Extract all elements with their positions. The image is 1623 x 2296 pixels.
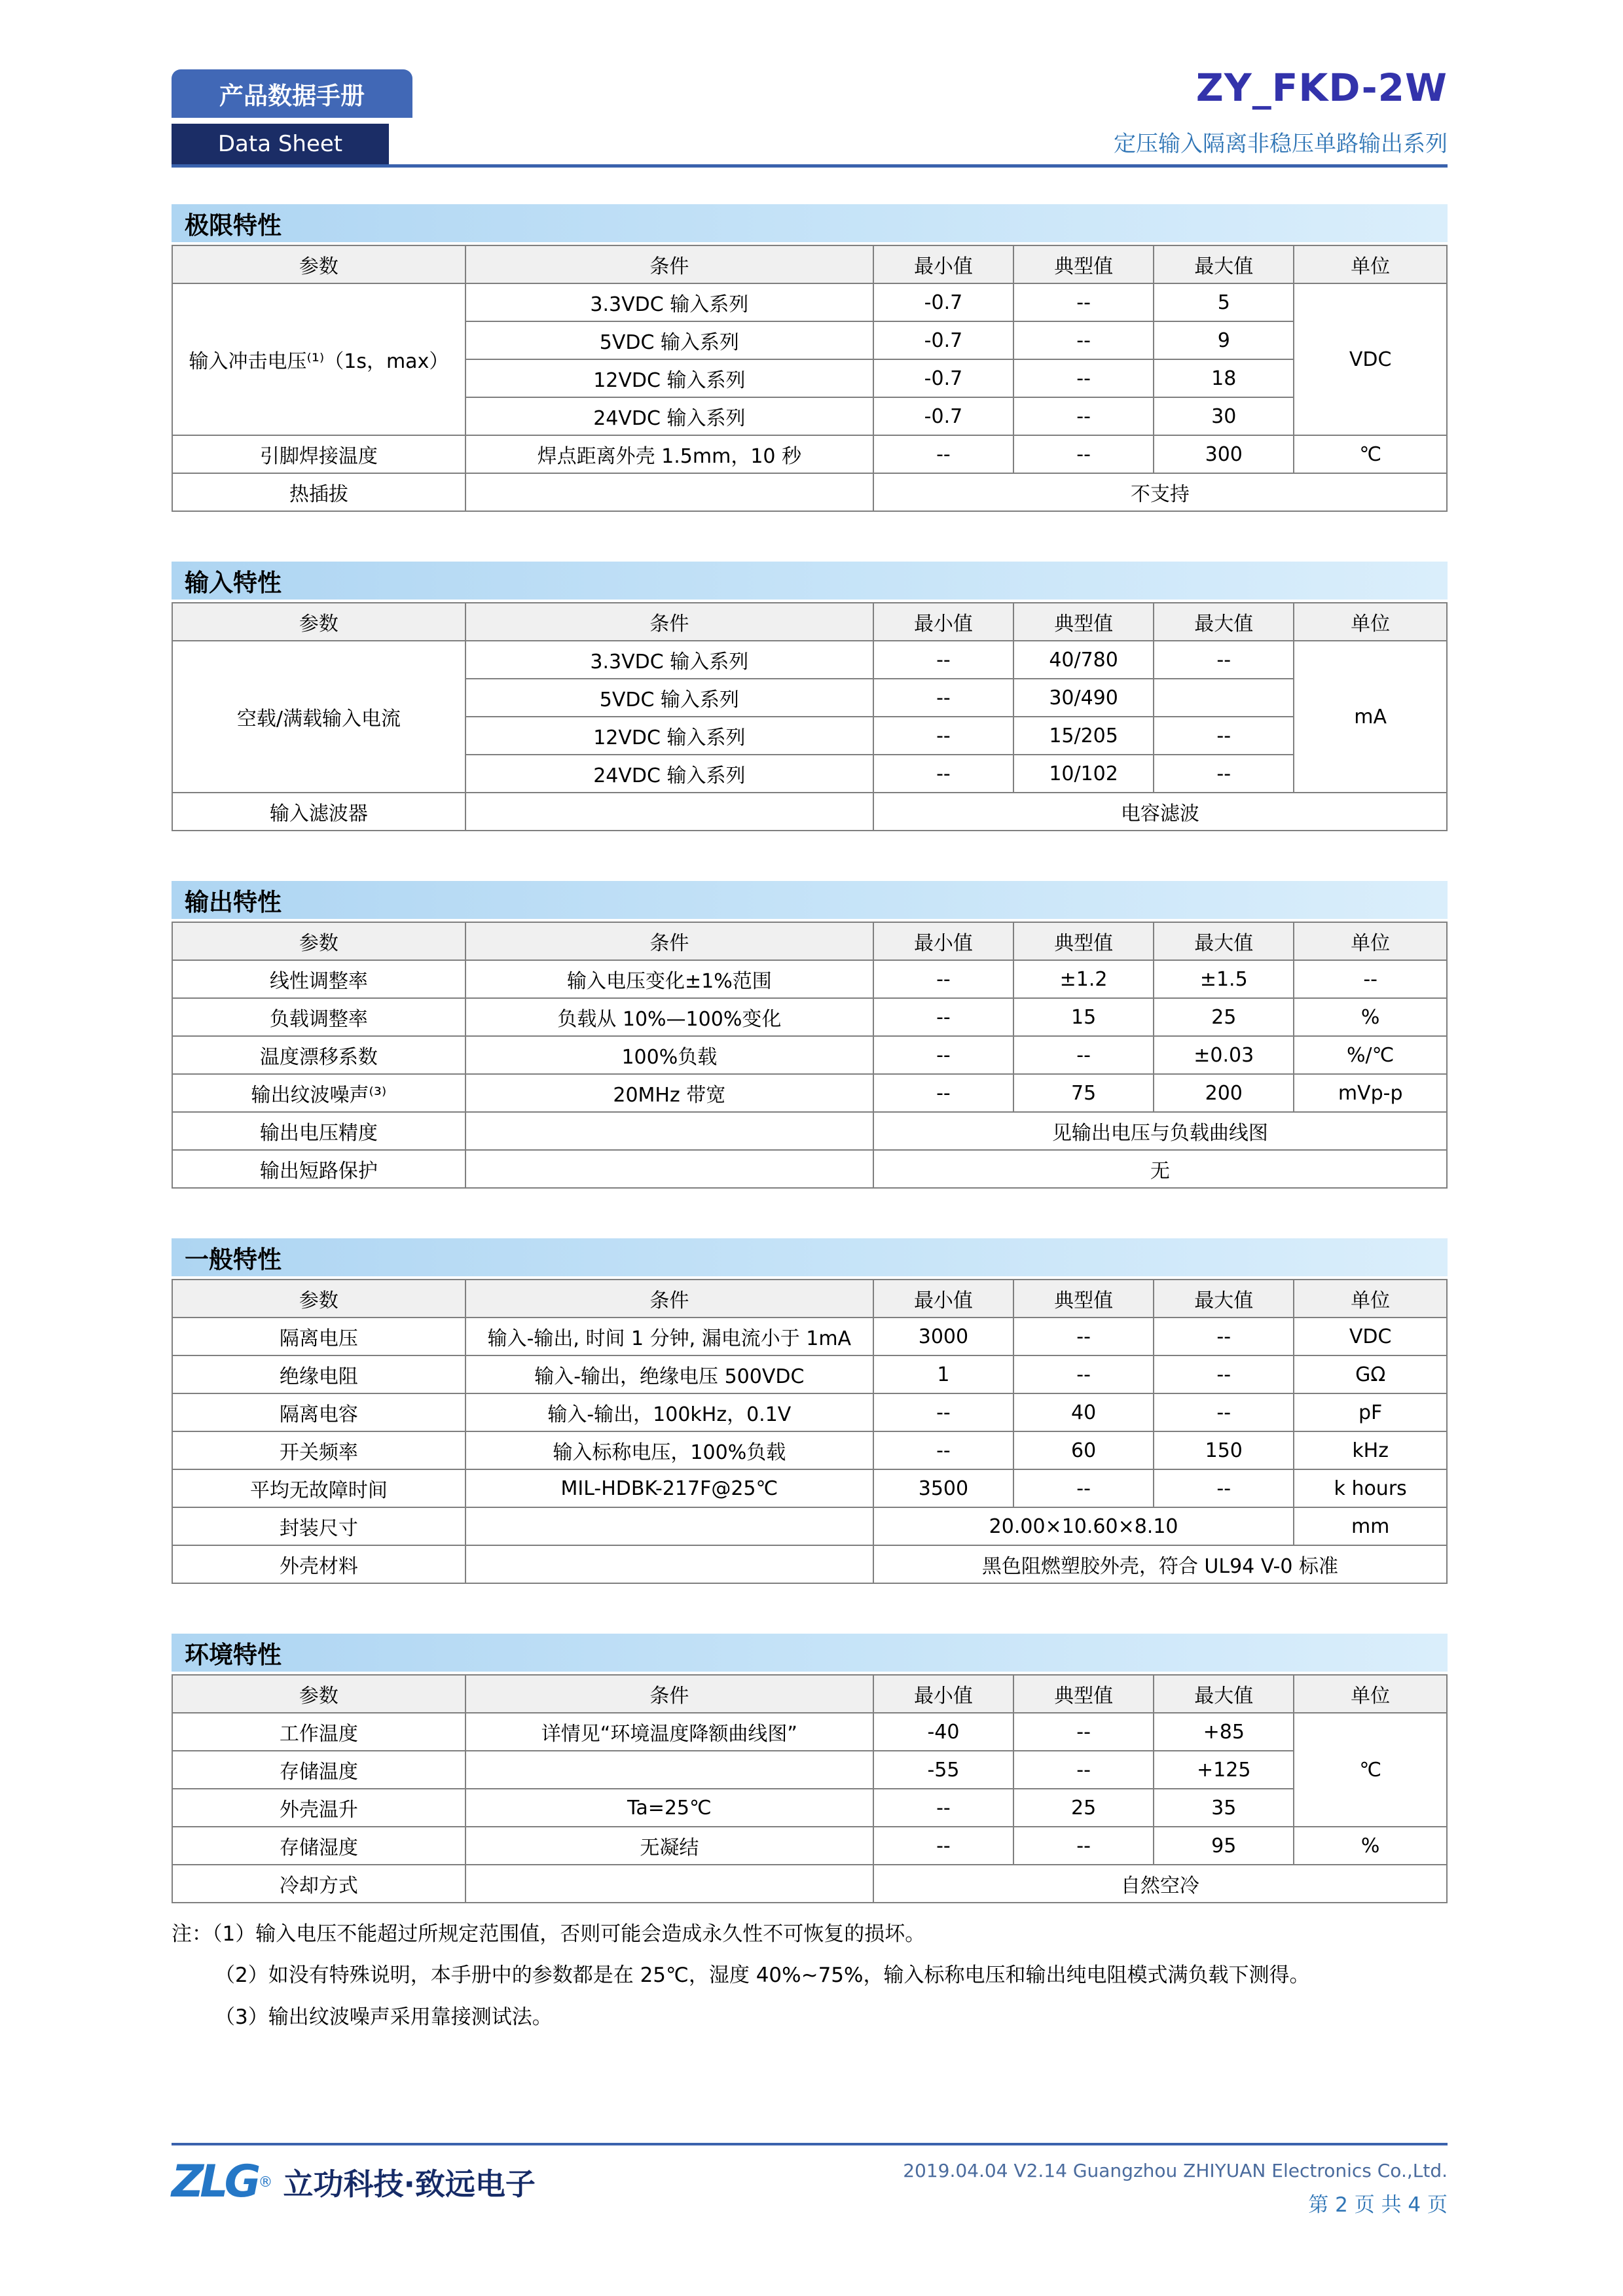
table-cell: 30/490 xyxy=(1013,679,1154,717)
column-header: 最小值 xyxy=(873,1675,1013,1713)
table-cell: 输出纹波噪声⁽³⁾ xyxy=(172,1074,465,1112)
spec-table xyxy=(172,922,1448,1189)
table-cell: -- xyxy=(1013,321,1154,359)
table-row xyxy=(172,641,1447,679)
table-cell xyxy=(465,1751,873,1789)
table-cell: -- xyxy=(873,960,1013,998)
table-cell: -- xyxy=(1154,1469,1294,1507)
table-cell: ±0.03 xyxy=(1154,1036,1294,1074)
company-logo xyxy=(172,2156,536,2208)
table-cell: -- xyxy=(1154,1318,1294,1355)
table-cell: 冷却方式 xyxy=(172,1865,465,1903)
table-cell: mVp-p xyxy=(1294,1074,1447,1112)
table-cell: -- xyxy=(1013,1318,1154,1355)
table-cell: -- xyxy=(1013,283,1154,321)
table-cell: VDC xyxy=(1294,1318,1447,1355)
spec-table xyxy=(172,1674,1448,1903)
column-header: 最大值 xyxy=(1154,1675,1294,1713)
table-row xyxy=(172,998,1447,1036)
spec-table xyxy=(172,1279,1448,1584)
table-row xyxy=(172,1751,1447,1789)
table-cell: 25 xyxy=(1013,1789,1154,1827)
column-header: 单位 xyxy=(1294,1675,1447,1713)
table-cell: 18 xyxy=(1154,359,1294,397)
column-header: 典型值 xyxy=(1013,1280,1154,1318)
column-header-row xyxy=(172,603,1447,641)
table-cell: 75 xyxy=(1013,1074,1154,1112)
column-header: 条件 xyxy=(465,922,873,960)
table-row xyxy=(172,1827,1447,1865)
column-header-row xyxy=(172,245,1447,283)
table-cell: 300 xyxy=(1154,435,1294,473)
table-cell: 焊点距离外壳 1.5mm，10 秒 xyxy=(465,435,873,473)
table-cell: 9 xyxy=(1154,321,1294,359)
table-cell: 封装尺寸 xyxy=(172,1507,465,1545)
table-cell: 空载/满载输入电流 xyxy=(172,641,465,793)
table-cell: 温度漂移系数 xyxy=(172,1036,465,1074)
table-cell: -- xyxy=(1154,641,1294,679)
table-cell: -- xyxy=(873,435,1013,473)
table-cell: -- xyxy=(873,1789,1013,1827)
table-cell: 12VDC 输入系列 xyxy=(465,717,873,755)
section-output-characteristics xyxy=(172,881,1448,1189)
footnotes xyxy=(172,1920,1448,2032)
section-title: 极限特性 xyxy=(172,204,1448,242)
table-cell: 电容滤波 xyxy=(873,793,1447,831)
table-cell: -- xyxy=(1154,1393,1294,1431)
table-cell: 存储温度 xyxy=(172,1751,465,1789)
table-row xyxy=(172,1469,1447,1507)
table-cell: VDC xyxy=(1294,283,1447,435)
column-header: 典型值 xyxy=(1013,603,1154,641)
table-cell: 5VDC 输入系列 xyxy=(465,679,873,717)
column-header: 参数 xyxy=(172,603,465,641)
table-cell: 引脚焊接温度 xyxy=(172,435,465,473)
table-cell: ±1.2 xyxy=(1013,960,1154,998)
table-cell: 35 xyxy=(1154,1789,1294,1827)
title-block xyxy=(1114,65,1448,164)
table-cell: 无凝结 xyxy=(465,1827,873,1865)
table-cell: -0.7 xyxy=(873,397,1013,435)
table-row xyxy=(172,1865,1447,1903)
table-cell: 30 xyxy=(1154,397,1294,435)
table-cell: -- xyxy=(1294,960,1447,998)
table-cell xyxy=(465,1865,873,1903)
table-cell xyxy=(465,1545,873,1583)
column-header: 最小值 xyxy=(873,1280,1013,1318)
table-cell: 3500 xyxy=(873,1469,1013,1507)
table-row xyxy=(172,1393,1447,1431)
table-cell: pF xyxy=(1294,1393,1447,1431)
table-cell xyxy=(465,1112,873,1150)
table-cell: 隔离电压 xyxy=(172,1318,465,1355)
column-header: 条件 xyxy=(465,603,873,641)
table-cell: 外壳温升 xyxy=(172,1789,465,1827)
section-environment-characteristics xyxy=(172,1634,1448,1903)
table-row xyxy=(172,1545,1447,1583)
column-header-row xyxy=(172,1675,1447,1713)
table-cell: 25 xyxy=(1154,998,1294,1036)
registered-trademark-icon: ® xyxy=(258,2174,273,2191)
table-row xyxy=(172,1355,1447,1393)
table-cell: 输入-输出，绝缘电压 500VDC xyxy=(465,1355,873,1393)
table-cell: 输出短路保护 xyxy=(172,1150,465,1188)
table-cell: -0.7 xyxy=(873,321,1013,359)
table-row xyxy=(172,1431,1447,1469)
table-cell: 外壳材料 xyxy=(172,1545,465,1583)
header-badges xyxy=(172,69,412,164)
page-number: 第 2 页 共 4 页 xyxy=(1308,2193,1448,2217)
table-cell: 输入标称电压，100%负载 xyxy=(465,1431,873,1469)
table-cell: 40 xyxy=(1013,1393,1154,1431)
table-cell: -- xyxy=(1013,1827,1154,1865)
table-cell: 60 xyxy=(1013,1431,1154,1469)
zlg-logo-mark: ZLG xyxy=(172,2156,257,2208)
table-cell: 线性调整率 xyxy=(172,960,465,998)
column-header: 最大值 xyxy=(1154,245,1294,283)
column-header: 典型值 xyxy=(1013,245,1154,283)
table-cell: 工作温度 xyxy=(172,1713,465,1751)
table-cell: %/℃ xyxy=(1294,1036,1447,1074)
section-title: 输出特性 xyxy=(172,881,1448,919)
column-header: 最小值 xyxy=(873,922,1013,960)
table-cell: 24VDC 输入系列 xyxy=(465,755,873,793)
section-input-characteristics xyxy=(172,562,1448,831)
table-row xyxy=(172,1318,1447,1355)
column-header: 参数 xyxy=(172,1280,465,1318)
product-datasheet-badge: 产品数据手册 xyxy=(172,69,412,118)
table-cell: -- xyxy=(873,998,1013,1036)
section-title: 输入特性 xyxy=(172,562,1448,600)
table-cell: 24VDC 输入系列 xyxy=(465,397,873,435)
page-header xyxy=(172,65,1448,168)
table-row xyxy=(172,1036,1447,1074)
table-cell: 输入电压变化±1%范围 xyxy=(465,960,873,998)
table-cell xyxy=(465,1150,873,1188)
note-line: （3）输出纹波噪声采用靠接测试法。 xyxy=(215,2005,553,2029)
column-header: 单位 xyxy=(1294,922,1447,960)
column-header: 最小值 xyxy=(873,603,1013,641)
series-subtitle: 定压输入隔离非稳压单路输出系列 xyxy=(1114,131,1448,157)
column-header: 参数 xyxy=(172,922,465,960)
table-cell: -- xyxy=(1013,1355,1154,1393)
table-cell: -- xyxy=(873,679,1013,717)
table-cell: 输入-输出, 时间 1 分钟, 漏电流小于 1mA xyxy=(465,1318,873,1355)
table-cell: -- xyxy=(1154,1355,1294,1393)
table-cell: 150 xyxy=(1154,1431,1294,1469)
spec-table xyxy=(172,602,1448,831)
table-cell: -- xyxy=(873,1393,1013,1431)
table-cell: ℃ xyxy=(1294,435,1447,473)
table-cell: -- xyxy=(873,641,1013,679)
table-cell: 黑色阻燃塑胶外壳，符合 UL94 V-0 标准 xyxy=(873,1545,1447,1583)
table-cell: 3.3VDC 输入系列 xyxy=(465,283,873,321)
table-cell: 200 xyxy=(1154,1074,1294,1112)
table-cell: -- xyxy=(1154,755,1294,793)
table-cell: 存储湿度 xyxy=(172,1827,465,1865)
table-cell: 5 xyxy=(1154,283,1294,321)
table-row xyxy=(172,283,1447,321)
table-cell: Ta=25℃ xyxy=(465,1789,873,1827)
table-cell: mA xyxy=(1294,641,1447,793)
table-cell: -- xyxy=(1013,435,1154,473)
column-header: 条件 xyxy=(465,1280,873,1318)
table-cell xyxy=(465,793,873,831)
table-cell: 负载从 10%—100%变化 xyxy=(465,998,873,1036)
table-cell: 详情见“环境温度降额曲线图” xyxy=(465,1713,873,1751)
table-cell: 输入-输出，100kHz，0.1V xyxy=(465,1393,873,1431)
table-cell: 负载调整率 xyxy=(172,998,465,1036)
table-cell: +125 xyxy=(1154,1751,1294,1789)
company-name: 立功科技·致远电子 xyxy=(283,2166,536,2202)
table-cell: -- xyxy=(1013,1469,1154,1507)
table-cell: 20MHz 带宽 xyxy=(465,1074,873,1112)
table-cell: 5VDC 输入系列 xyxy=(465,321,873,359)
column-header: 典型值 xyxy=(1013,922,1154,960)
table-cell: 热插拔 xyxy=(172,473,465,511)
table-cell: 输入滤波器 xyxy=(172,793,465,831)
table-row xyxy=(172,1150,1447,1188)
table-cell xyxy=(465,1507,873,1545)
spec-table xyxy=(172,245,1448,512)
table-cell: ±1.5 xyxy=(1154,960,1294,998)
section-title: 环境特性 xyxy=(172,1634,1448,1672)
table-cell: -0.7 xyxy=(873,359,1013,397)
section-limit-characteristics xyxy=(172,204,1448,512)
column-header: 参数 xyxy=(172,1675,465,1713)
table-cell: -- xyxy=(1013,359,1154,397)
column-header: 最大值 xyxy=(1154,1280,1294,1318)
note-line: 注：（1）输入电压不能超过所规定范围值，否则可能会造成永久性不可恢复的损坏。 xyxy=(172,1922,926,1946)
table-row xyxy=(172,1112,1447,1150)
table-cell xyxy=(1154,679,1294,717)
table-cell: -- xyxy=(1013,1036,1154,1074)
model-title: ZY_FKD-2W xyxy=(1195,65,1448,110)
column-header: 参数 xyxy=(172,245,465,283)
table-row xyxy=(172,960,1447,998)
table-cell: 1 xyxy=(873,1355,1013,1393)
table-cell: 15 xyxy=(1013,998,1154,1036)
table-cell xyxy=(465,473,873,511)
table-row xyxy=(172,793,1447,831)
column-header: 最小值 xyxy=(873,245,1013,283)
column-header: 条件 xyxy=(465,1675,873,1713)
column-header: 单位 xyxy=(1294,603,1447,641)
table-cell: mm xyxy=(1294,1507,1447,1545)
datasheet-badge: Data Sheet xyxy=(172,124,389,164)
table-row xyxy=(172,1507,1447,1545)
table-cell: +85 xyxy=(1154,1713,1294,1751)
column-header: 条件 xyxy=(465,245,873,283)
table-cell: -- xyxy=(873,1827,1013,1865)
table-cell: k hours xyxy=(1294,1469,1447,1507)
footer-version-line: 2019.04.04 V2.14 Guangzhou ZHIYUAN Electronics Co.,Ltd. xyxy=(903,2160,1448,2181)
table-cell: 见输出电压与负载曲线图 xyxy=(873,1112,1447,1150)
table-cell: -- xyxy=(1154,717,1294,755)
table-cell: 无 xyxy=(873,1150,1447,1188)
note-line: （2）如没有特殊说明，本手册中的参数都是在 25℃，湿度 40%~75%，输入标称电压和输出纯电阻模式满负载下测得。 xyxy=(215,1964,1310,1988)
table-cell: GΩ xyxy=(1294,1355,1447,1393)
table-cell: 隔离电容 xyxy=(172,1393,465,1431)
table-cell: 20.00×10.60×8.10 xyxy=(873,1507,1294,1545)
table-cell: 平均无故障时间 xyxy=(172,1469,465,1507)
table-row xyxy=(172,1074,1447,1112)
table-cell: % xyxy=(1294,998,1447,1036)
table-cell: 不支持 xyxy=(873,473,1447,511)
table-row xyxy=(172,1789,1447,1827)
table-cell: 12VDC 输入系列 xyxy=(465,359,873,397)
table-cell: 3000 xyxy=(873,1318,1013,1355)
table-cell: -40 xyxy=(873,1713,1013,1751)
table-cell: 3.3VDC 输入系列 xyxy=(465,641,873,679)
column-header: 单位 xyxy=(1294,245,1447,283)
table-cell: 输出电压精度 xyxy=(172,1112,465,1150)
column-header: 最大值 xyxy=(1154,922,1294,960)
table-cell: -- xyxy=(873,1431,1013,1469)
table-cell: 开关频率 xyxy=(172,1431,465,1469)
section-title: 一般特性 xyxy=(172,1238,1448,1276)
section-general-characteristics xyxy=(172,1238,1448,1584)
table-cell: -- xyxy=(873,1036,1013,1074)
table-cell: 40/780 xyxy=(1013,641,1154,679)
table-row xyxy=(172,1713,1447,1751)
table-cell: -0.7 xyxy=(873,283,1013,321)
column-header: 典型值 xyxy=(1013,1675,1154,1713)
table-cell: -- xyxy=(1013,1751,1154,1789)
table-cell: kHz xyxy=(1294,1431,1447,1469)
table-cell: MIL-HDBK-217F@25℃ xyxy=(465,1469,873,1507)
table-cell: -- xyxy=(873,1074,1013,1112)
table-cell: -- xyxy=(1013,397,1154,435)
column-header: 最大值 xyxy=(1154,603,1294,641)
table-cell: 100%负载 xyxy=(465,1036,873,1074)
page-footer xyxy=(172,2143,1448,2217)
column-header: 单位 xyxy=(1294,1280,1447,1318)
column-header-row xyxy=(172,922,1447,960)
table-cell: ℃ xyxy=(1294,1713,1447,1827)
table-cell: 95 xyxy=(1154,1827,1294,1865)
table-cell: -- xyxy=(873,755,1013,793)
table-cell: 10/102 xyxy=(1013,755,1154,793)
table-cell: 15/205 xyxy=(1013,717,1154,755)
table-row xyxy=(172,473,1447,511)
table-cell: 自然空冷 xyxy=(873,1865,1447,1903)
table-cell: % xyxy=(1294,1827,1447,1865)
table-cell: -- xyxy=(1013,1713,1154,1751)
footer-meta-block xyxy=(903,2160,1448,2217)
table-cell: -- xyxy=(873,717,1013,755)
table-cell: 绝缘电阻 xyxy=(172,1355,465,1393)
table-cell: -55 xyxy=(873,1751,1013,1789)
table-cell: 输入冲击电压⁽¹⁾（1s，max） xyxy=(172,283,465,435)
column-header-row xyxy=(172,1280,1447,1318)
table-row xyxy=(172,435,1447,473)
